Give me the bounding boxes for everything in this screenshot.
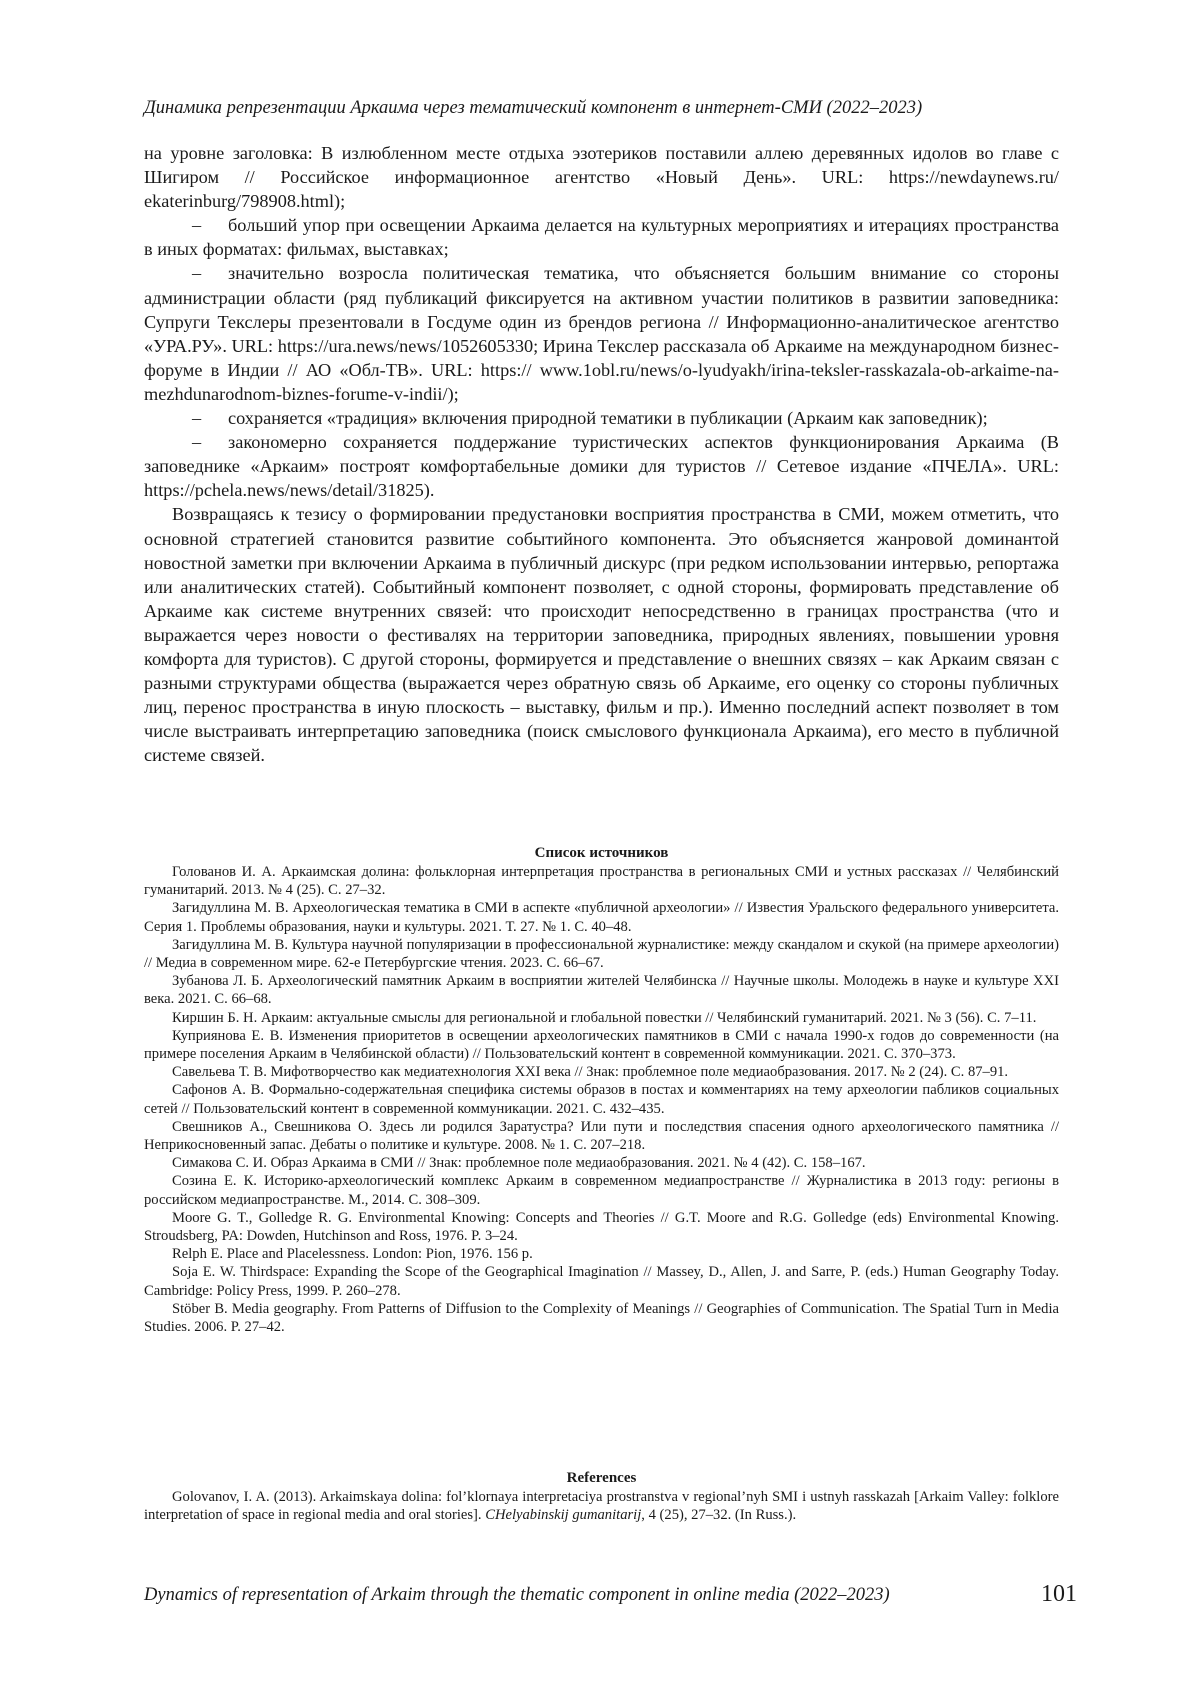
source-entry: Загидуллина М. В. Археологическая тематика в СМИ в аспекте «публичной археологии» // Известия Уральского федерального университета. Серия 1. Проблемы образования, науки и культуры. 2021. Т. 27. № 1. С. 40–48.	[144, 900, 1059, 935]
article-body	[144, 141, 1059, 767]
sources-heading: Список источников	[534, 845, 669, 861]
list-item	[144, 213, 1059, 261]
source-entry: Свешников А., Свешникова О. Здесь ли родился Заратустра? Или пути и последствия спасения одного археологического памятника // Неприкосновенный запас. Дебаты о политике и культуре. 2008. № 1. С. 207–218.	[144, 1118, 1059, 1154]
source-entry: Симакова С. И. Образ Аркаима в СМИ // Знак: проблемное поле медиаобразования. 2021. № 4 (42). С. 158–167.	[172, 1155, 866, 1172]
running-head: Динамика репрезентации Аркаима через тематический компонент в интернет-СМИ (2022–2023)	[144, 98, 923, 118]
page-number: 101	[1041, 1581, 1077, 1607]
source-entry: Soja E. W. Thirdspace: Expanding the Scope of the Geographical Imagination // Massey, D., Allen, J. and Sarre, P. (eds.) Human Geography Today. Cambridge: Policy Press, 1999. P. 260–278.	[144, 1264, 1059, 1299]
paragraph: Возвращаясь к тезису о формировании предустановки восприятия пространства в СМИ, можем отметить, что основной стратегией становится развитие событийного компонента. Это объясняется жанровой доминантой новостной заметки при включении Аркаима в публичный дискурс (при редком использовании интервью, репортажа или аналитических статей). Событийный компонент позволяет, с одной стороны, формировать представление об Аркаиме как системе внутренних связей: что происходит непосредственно в границах пространства (что и выражается через новости о фестивалях на территории заповедника, природных явлениях, повышении уровня комфорта для туристов). С другой стороны, формируется и представление о внешних связях – как Аркаим связан с разными структурами общества (выражается через обратную связь об Аркаиме, его оценку со стороны публичных лиц, перенос пространства в иную плоскость – выставку, фильм и пр.). Именно последний аспект позволяет в том числе выстраивать интерпретацию заповедника (поиск смыслового функционала Аркаима), его место в публичной системе связей.	[144, 504, 1059, 766]
reference-entry	[144, 1488, 1059, 1524]
source-entry: Созина Е. К. Историко-археологический комплекс Аркаим в современном медиапространстве // Журналистика в 2013 году: регионы в российском медиапространстве. М., 2014. С. 308–309.	[144, 1173, 1059, 1208]
list-item	[144, 406, 1059, 430]
reference-text: Golovanov, I. A. (2013). Arkaimskaya dolina: fol’klornaya interpretaciya prostranstva v regional’nyh SMI i ustnyh rasskazah [Arkaim Valley: folklore interpretation of space in regional media and oral stories].	[144, 1489, 1059, 1524]
footer-title: Dynamics of representation of Arkaim through the thematic component in online media (2022–2023)	[144, 1585, 890, 1605]
reference-text-end: , 4 (25), 27–32. (In Russ.).	[641, 1507, 797, 1524]
references-section	[144, 1468, 1059, 1524]
source-entry: Moore G. T., Golledge R. G. Environmental Knowing: Concepts and Theories // G.T. Moore and R.G. Golledge (eds) Environmental Knowing. Stroudsberg, PA: Dowden, Hutchinson and Ross, 1976. P. 3–24.	[144, 1209, 1059, 1245]
source-entry: Куприянова Е. В. Изменения приоритетов в освещении археологических памятников в СМИ с начала 1990-х годов до современности (на примере поселения Аркаим в Челябинской области) // Пользовательский контент в современной коммуникации. 2021. С. 370–373.	[144, 1027, 1059, 1063]
paragraph-continuation: на уровне заголовка: В излюбленном месте отдыха эзотериков поставили аллею деревянных идолов во главе с Шигиром // Российское информационное агентство «Новый День». URL: https://newdaynews.ru/ ekaterinburg/798908.html);	[144, 143, 1059, 212]
list-dash: –	[192, 432, 202, 453]
source-entry: Савельева Т. В. Мифотворчество как медиатехнология XXI века // Знак: проблемное поле медиаобразования. 2017. № 2 (24). С. 87–91.	[172, 1064, 1009, 1081]
source-entry: Загидуллина М. В. Культура научной популяризации в профессиональной журналистике: между скандалом и скукой (на примере археологии) // Медиа в современном мире. 62-е Петербургские чтения. 2023. С. 66–67.	[144, 936, 1059, 972]
source-entry: Relph E. Place and Placelessness. London: Pion, 1976. 156 p.	[172, 1246, 533, 1263]
list-item-text: закономерно сохраняется поддержание туристических аспектов функционирования Аркаима (В заповеднике «Аркаим» построят комфортабельные домики для туристов // Сетевое издание «ПЧЕЛА». URL: https://pchela.news/news/detail/31825).	[144, 432, 1059, 501]
source-entry: Голованов И. А. Аркаимская долина: фольклорная интерпретация пространства в региональных СМИ и устных рассказах // Челябинский гуманитарий. 2013. № 4 (25). С. 27–32.	[144, 864, 1059, 899]
sources-section	[144, 843, 1059, 1336]
list-item-text: значительно возросла политическая тематика, что объясняется большим внимание со стороны администрации области (ряд публикаций фиксируется на активном участии политиков в развитии заповедника: Супруги Текслеры презентовали в Госдуме один из брендов региона // Информационно-аналитическое агентство «УРА.РУ». URL: https://ura.news/news/1052605330; Ирина Текслер рассказала об Аркаиме на международном бизнес-форуме в Индии // АО «Обл-ТВ». URL: https:// www.1obl.ru/news/o-lyudyakh/irina-teksler-rasskazala-ob-arkaime-na-mezhdunarodnom-biznes-forume-v-indii/);	[144, 263, 1059, 404]
reference-journal: CHelyabinskij gumanitarij	[485, 1507, 642, 1524]
list-dash: –	[192, 263, 202, 284]
list-item	[144, 261, 1059, 406]
list-item-text: сохраняется «традиция» включения природной тематики в публикации (Аркаим как заповедник);	[228, 408, 988, 429]
list-dash: –	[192, 215, 202, 236]
source-entry: Киршин Б. Н. Аркаим: актуальные смыслы для региональной и глобальной повестки // Челябинский гуманитарий. 2021. № 3 (56). С. 7–11.	[172, 1009, 1037, 1026]
source-entry: Сафонов А. В. Формально-содержательная специфика системы образов в постах и комментариях на тему археологии пабликов социальных сетей // Пользовательский контент в современной коммуникации. 2021. С. 432–435.	[144, 1082, 1059, 1117]
list-item	[144, 430, 1059, 502]
source-entry: Зубанова Л. Б. Археологический памятник Аркаим в восприятии жителей Челябинска // Научные школы. Молодежь в науке и культуре XXI века. 2021. С. 66–68.	[144, 973, 1059, 1008]
list-dash: –	[192, 408, 202, 429]
source-entry: Stöber B. Media geography. From Patterns of Diffusion to the Complexity of Meanings // Geographies of Communication. The Spatial Turn in Media Studies. 2006. P. 27–42.	[144, 1300, 1059, 1336]
list-item-text: больший упор при освещении Аркаима делается на культурных мероприятиях и итерациях пространства в иных форматах: фильмах, выставках;	[144, 215, 1059, 260]
references-heading: References	[566, 1470, 637, 1486]
